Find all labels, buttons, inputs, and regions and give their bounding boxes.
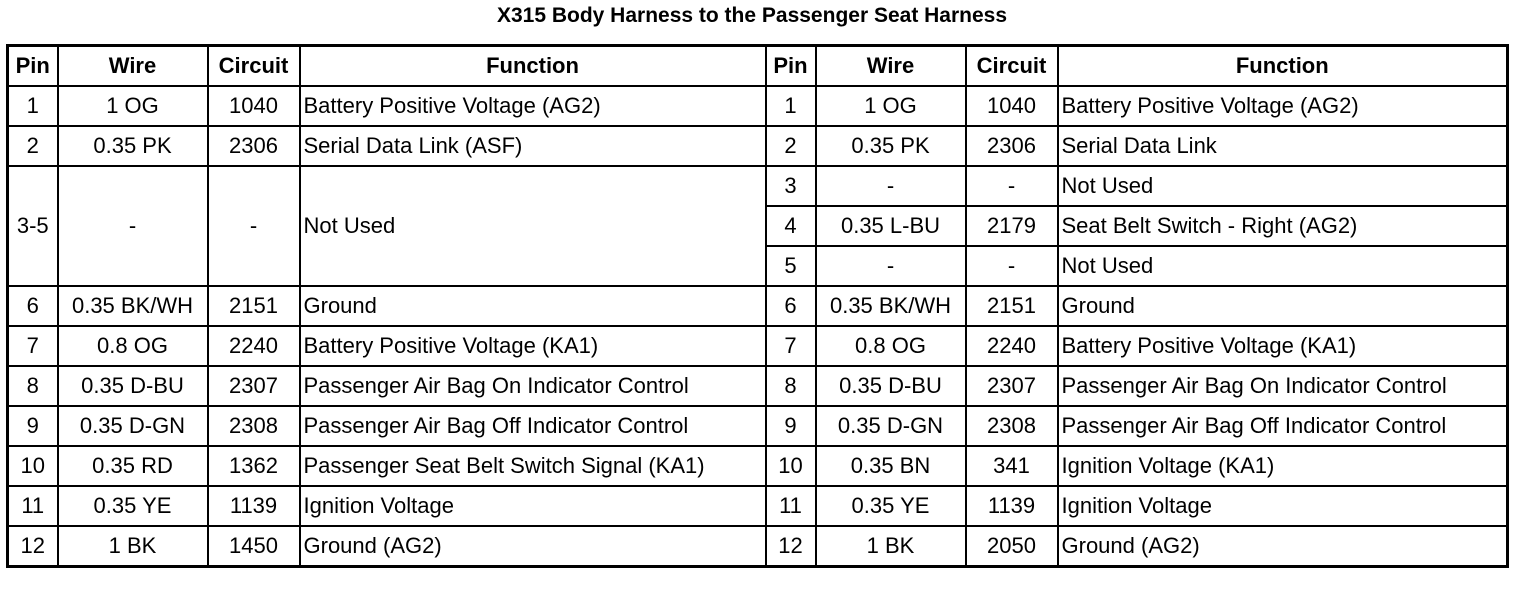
table-row (8, 166, 1508, 206)
pin-cell: 12 (766, 526, 816, 567)
circuit-cell: 2240 (208, 326, 300, 366)
wire-cell: 0.35 L-BU (816, 206, 966, 246)
wire-cell: 0.35 YE (816, 486, 966, 526)
wire-cell: 0.35 D-GN (58, 406, 208, 446)
pin-cell: 11 (766, 486, 816, 526)
table-row (8, 326, 1508, 366)
table-row (8, 486, 1508, 526)
function-cell: Not Used (1058, 246, 1508, 286)
pin-cell: 12 (8, 526, 58, 567)
circuit-cell: 2151 (966, 286, 1058, 326)
wire-cell: 0.8 OG (816, 326, 966, 366)
wire-cell: 1 BK (58, 526, 208, 567)
pin-cell: 9 (766, 406, 816, 446)
table-row (8, 286, 1508, 326)
table-row (8, 406, 1508, 446)
function-cell: Passenger Air Bag Off Indicator Control (1058, 406, 1508, 446)
pin-cell: 6 (8, 286, 58, 326)
wire-cell: - (816, 246, 966, 286)
circuit-cell: - (208, 166, 300, 286)
function-cell: Serial Data Link (1058, 126, 1508, 166)
table-row (8, 126, 1508, 166)
header-function: Function (1058, 46, 1508, 87)
pin-cell: 10 (766, 446, 816, 486)
wire-cell: 0.35 RD (58, 446, 208, 486)
wire-cell: 0.35 BN (816, 446, 966, 486)
wire-cell: 0.35 D-BU (58, 366, 208, 406)
pin-cell: 2 (8, 126, 58, 166)
function-cell: Not Used (300, 166, 766, 286)
circuit-cell: 2050 (966, 526, 1058, 567)
wire-cell: 0.35 BK/WH (58, 286, 208, 326)
header-circuit: Circuit (966, 46, 1058, 87)
circuit-cell: 1040 (966, 86, 1058, 126)
pin-cell: 3 (766, 166, 816, 206)
table-row (8, 86, 1508, 126)
pin-cell: 7 (766, 326, 816, 366)
header-wire: Wire (58, 46, 208, 87)
circuit-cell: 2179 (966, 206, 1058, 246)
pin-cell: 7 (8, 326, 58, 366)
function-cell: Battery Positive Voltage (AG2) (300, 86, 766, 126)
pinout-table (6, 44, 1509, 568)
function-cell: Ignition Voltage (KA1) (1058, 446, 1508, 486)
circuit-cell: 1040 (208, 86, 300, 126)
circuit-cell: 1139 (208, 486, 300, 526)
wire-cell: 0.35 PK (58, 126, 208, 166)
table-row (8, 526, 1508, 567)
pin-cell: 5 (766, 246, 816, 286)
wire-cell: 0.35 D-GN (816, 406, 966, 446)
wire-cell: 1 OG (58, 86, 208, 126)
circuit-cell: 1139 (966, 486, 1058, 526)
function-cell: Passenger Air Bag On Indicator Control (1058, 366, 1508, 406)
header-pin: Pin (8, 46, 58, 87)
function-cell: Seat Belt Switch - Right (AG2) (1058, 206, 1508, 246)
pin-cell: 3-5 (8, 166, 58, 286)
wire-cell: - (58, 166, 208, 286)
function-cell: Battery Positive Voltage (KA1) (300, 326, 766, 366)
circuit-cell: - (966, 166, 1058, 206)
function-cell: Ignition Voltage (300, 486, 766, 526)
circuit-cell: 2306 (208, 126, 300, 166)
circuit-cell: 1362 (208, 446, 300, 486)
header-circuit: Circuit (208, 46, 300, 87)
wire-cell: - (816, 166, 966, 206)
pin-cell: 10 (8, 446, 58, 486)
header-pin: Pin (766, 46, 816, 87)
circuit-cell: 2307 (208, 366, 300, 406)
function-cell: Ignition Voltage (1058, 486, 1508, 526)
function-cell: Ground (300, 286, 766, 326)
pin-cell: 4 (766, 206, 816, 246)
function-cell: Battery Positive Voltage (AG2) (1058, 86, 1508, 126)
wire-cell: 0.8 OG (58, 326, 208, 366)
circuit-cell: 341 (966, 446, 1058, 486)
circuit-cell: 2240 (966, 326, 1058, 366)
wire-cell: 0.35 YE (58, 486, 208, 526)
pin-cell: 8 (766, 366, 816, 406)
function-cell: Serial Data Link (ASF) (300, 126, 766, 166)
function-cell: Battery Positive Voltage (KA1) (1058, 326, 1508, 366)
header-wire: Wire (816, 46, 966, 87)
function-cell: Ground (1058, 286, 1508, 326)
wire-cell: 1 BK (816, 526, 966, 567)
circuit-cell: 1450 (208, 526, 300, 567)
pin-cell: 9 (8, 406, 58, 446)
circuit-cell: - (966, 246, 1058, 286)
pin-cell: 8 (8, 366, 58, 406)
pin-cell: 1 (766, 86, 816, 126)
wire-cell: 0.35 PK (816, 126, 966, 166)
header-function: Function (300, 46, 766, 87)
pin-cell: 6 (766, 286, 816, 326)
pin-cell: 1 (8, 86, 58, 126)
header-row (8, 46, 1508, 87)
circuit-cell: 2306 (966, 126, 1058, 166)
function-cell: Ground (AG2) (300, 526, 766, 567)
page-title: X315 Body Harness to the Passenger Seat Harness (496, 4, 1008, 27)
circuit-cell: 2151 (208, 286, 300, 326)
pin-cell: 11 (8, 486, 58, 526)
function-cell: Passenger Air Bag Off Indicator Control (300, 406, 766, 446)
circuit-cell: 2308 (966, 406, 1058, 446)
pin-cell: 2 (766, 126, 816, 166)
circuit-cell: 2307 (966, 366, 1058, 406)
circuit-cell: 2308 (208, 406, 300, 446)
wire-cell: 0.35 BK/WH (816, 286, 966, 326)
table-row (8, 446, 1508, 486)
function-cell: Passenger Seat Belt Switch Signal (KA1) (300, 446, 766, 486)
function-cell: Passenger Air Bag On Indicator Control (300, 366, 766, 406)
function-cell: Not Used (1058, 166, 1508, 206)
wire-cell: 0.35 D-BU (816, 366, 966, 406)
wire-cell: 1 OG (816, 86, 966, 126)
table-row (8, 366, 1508, 406)
function-cell: Ground (AG2) (1058, 526, 1508, 567)
